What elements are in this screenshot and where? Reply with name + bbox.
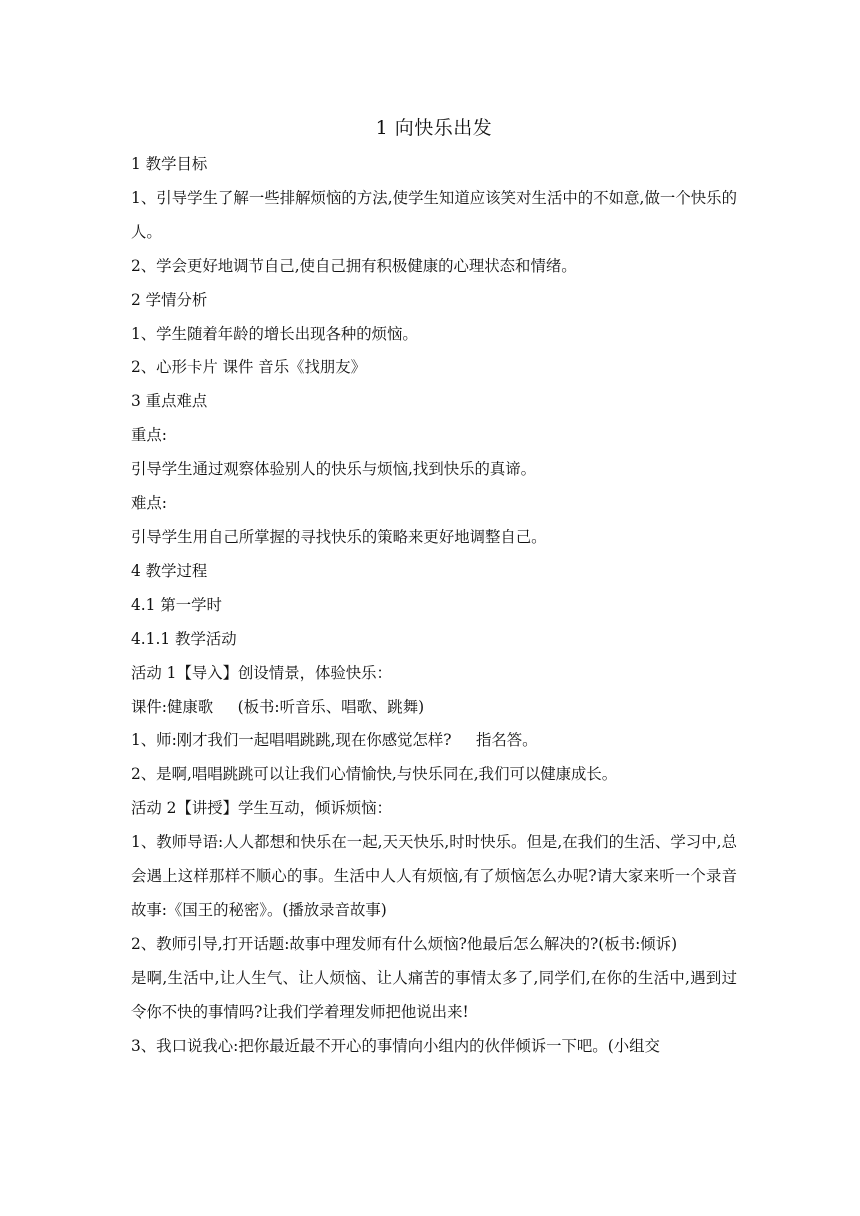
activity-2-item-2: 2、教师引导,打开话题:故事中理发师有什么烦恼?他最后怎么解决的?(板书:倾诉) [131,934,678,953]
section-heading-goals: 1 教学目标 [131,155,208,173]
section-heading-key-points: 3 重点难点 [131,392,208,411]
activity-1-item-1: 1、师:刚才我们一起唱唱跳跳,现在你感觉怎样? 指名答。 [131,731,538,750]
activity-2-item-3: 3、我口说我心:把你最近最不开心的事情向小组内的伙伴倾诉一下吧。(小组交 [131,1036,660,1055]
activity-2-item-2-followup: 是啊,生活中,让人生气、让人烦恼、让人痛苦的事情太多了,同学们,在你的生活中,遇到过令你不快的事情吗?让我们学着理发师把他说出来! [131,968,737,1021]
activity-2-item-1: 1、教师导语:人人都想和快乐在一起,天天快乐,时时快乐。但是,在我们的生活、学习中,总会遇上这样那样不顺心的事。生活中人人有烦恼,有了烦恼怎么办呢?请大家来听一个录音故事:《国王的秘密》。(播放录音故事) [131,833,737,919]
difficulty-label: 难点: [131,494,167,513]
activity-heading: 4.1.1 教学活动 [131,629,237,648]
activity-1-item-2: 2、是啊,唱唱跳跳可以让我们心情愉快,与快乐同在,我们可以健康成长。 [131,765,618,784]
goal-item-1: 1、引导学生了解一些排解烦恼的方法,使学生知道应该笑对生活中的不如意,做一个快乐的人。 [131,188,737,241]
document-body [131,114,737,1063]
section-heading-analysis: 2 学情分析 [131,290,208,309]
lesson-heading: 4.1 第一学时 [131,595,222,614]
key-point-text: 引导学生通过观察体验别人的快乐与烦恼,找到快乐的真谛。 [131,460,537,479]
document-title: 1 向快乐出发 [375,117,493,139]
activity-1-courseware: 课件:健康歌 (板书:听音乐、唱歌、跳舞) [131,697,425,716]
key-point-label: 重点: [131,426,167,445]
activity-2-title: 活动 2【讲授】学生互动，倾诉烦恼： [131,799,392,818]
goal-item-2: 2、学会更好地调节自己,使自己拥有积极健康的心理状态和情绪。 [131,256,577,275]
activity-1-title: 活动 1【导入】创设情景，体验快乐： [131,663,392,682]
analysis-item-1: 1、学生随着年龄的增长出现各种的烦恼。 [131,324,418,343]
analysis-item-2: 2、心形卡片 课件 音乐《找朋友》 [131,358,367,377]
section-heading-process: 4 教学过程 [131,561,208,580]
difficulty-text: 引导学生用自己所掌握的寻找快乐的策略来更好地调整自己。 [131,527,547,546]
